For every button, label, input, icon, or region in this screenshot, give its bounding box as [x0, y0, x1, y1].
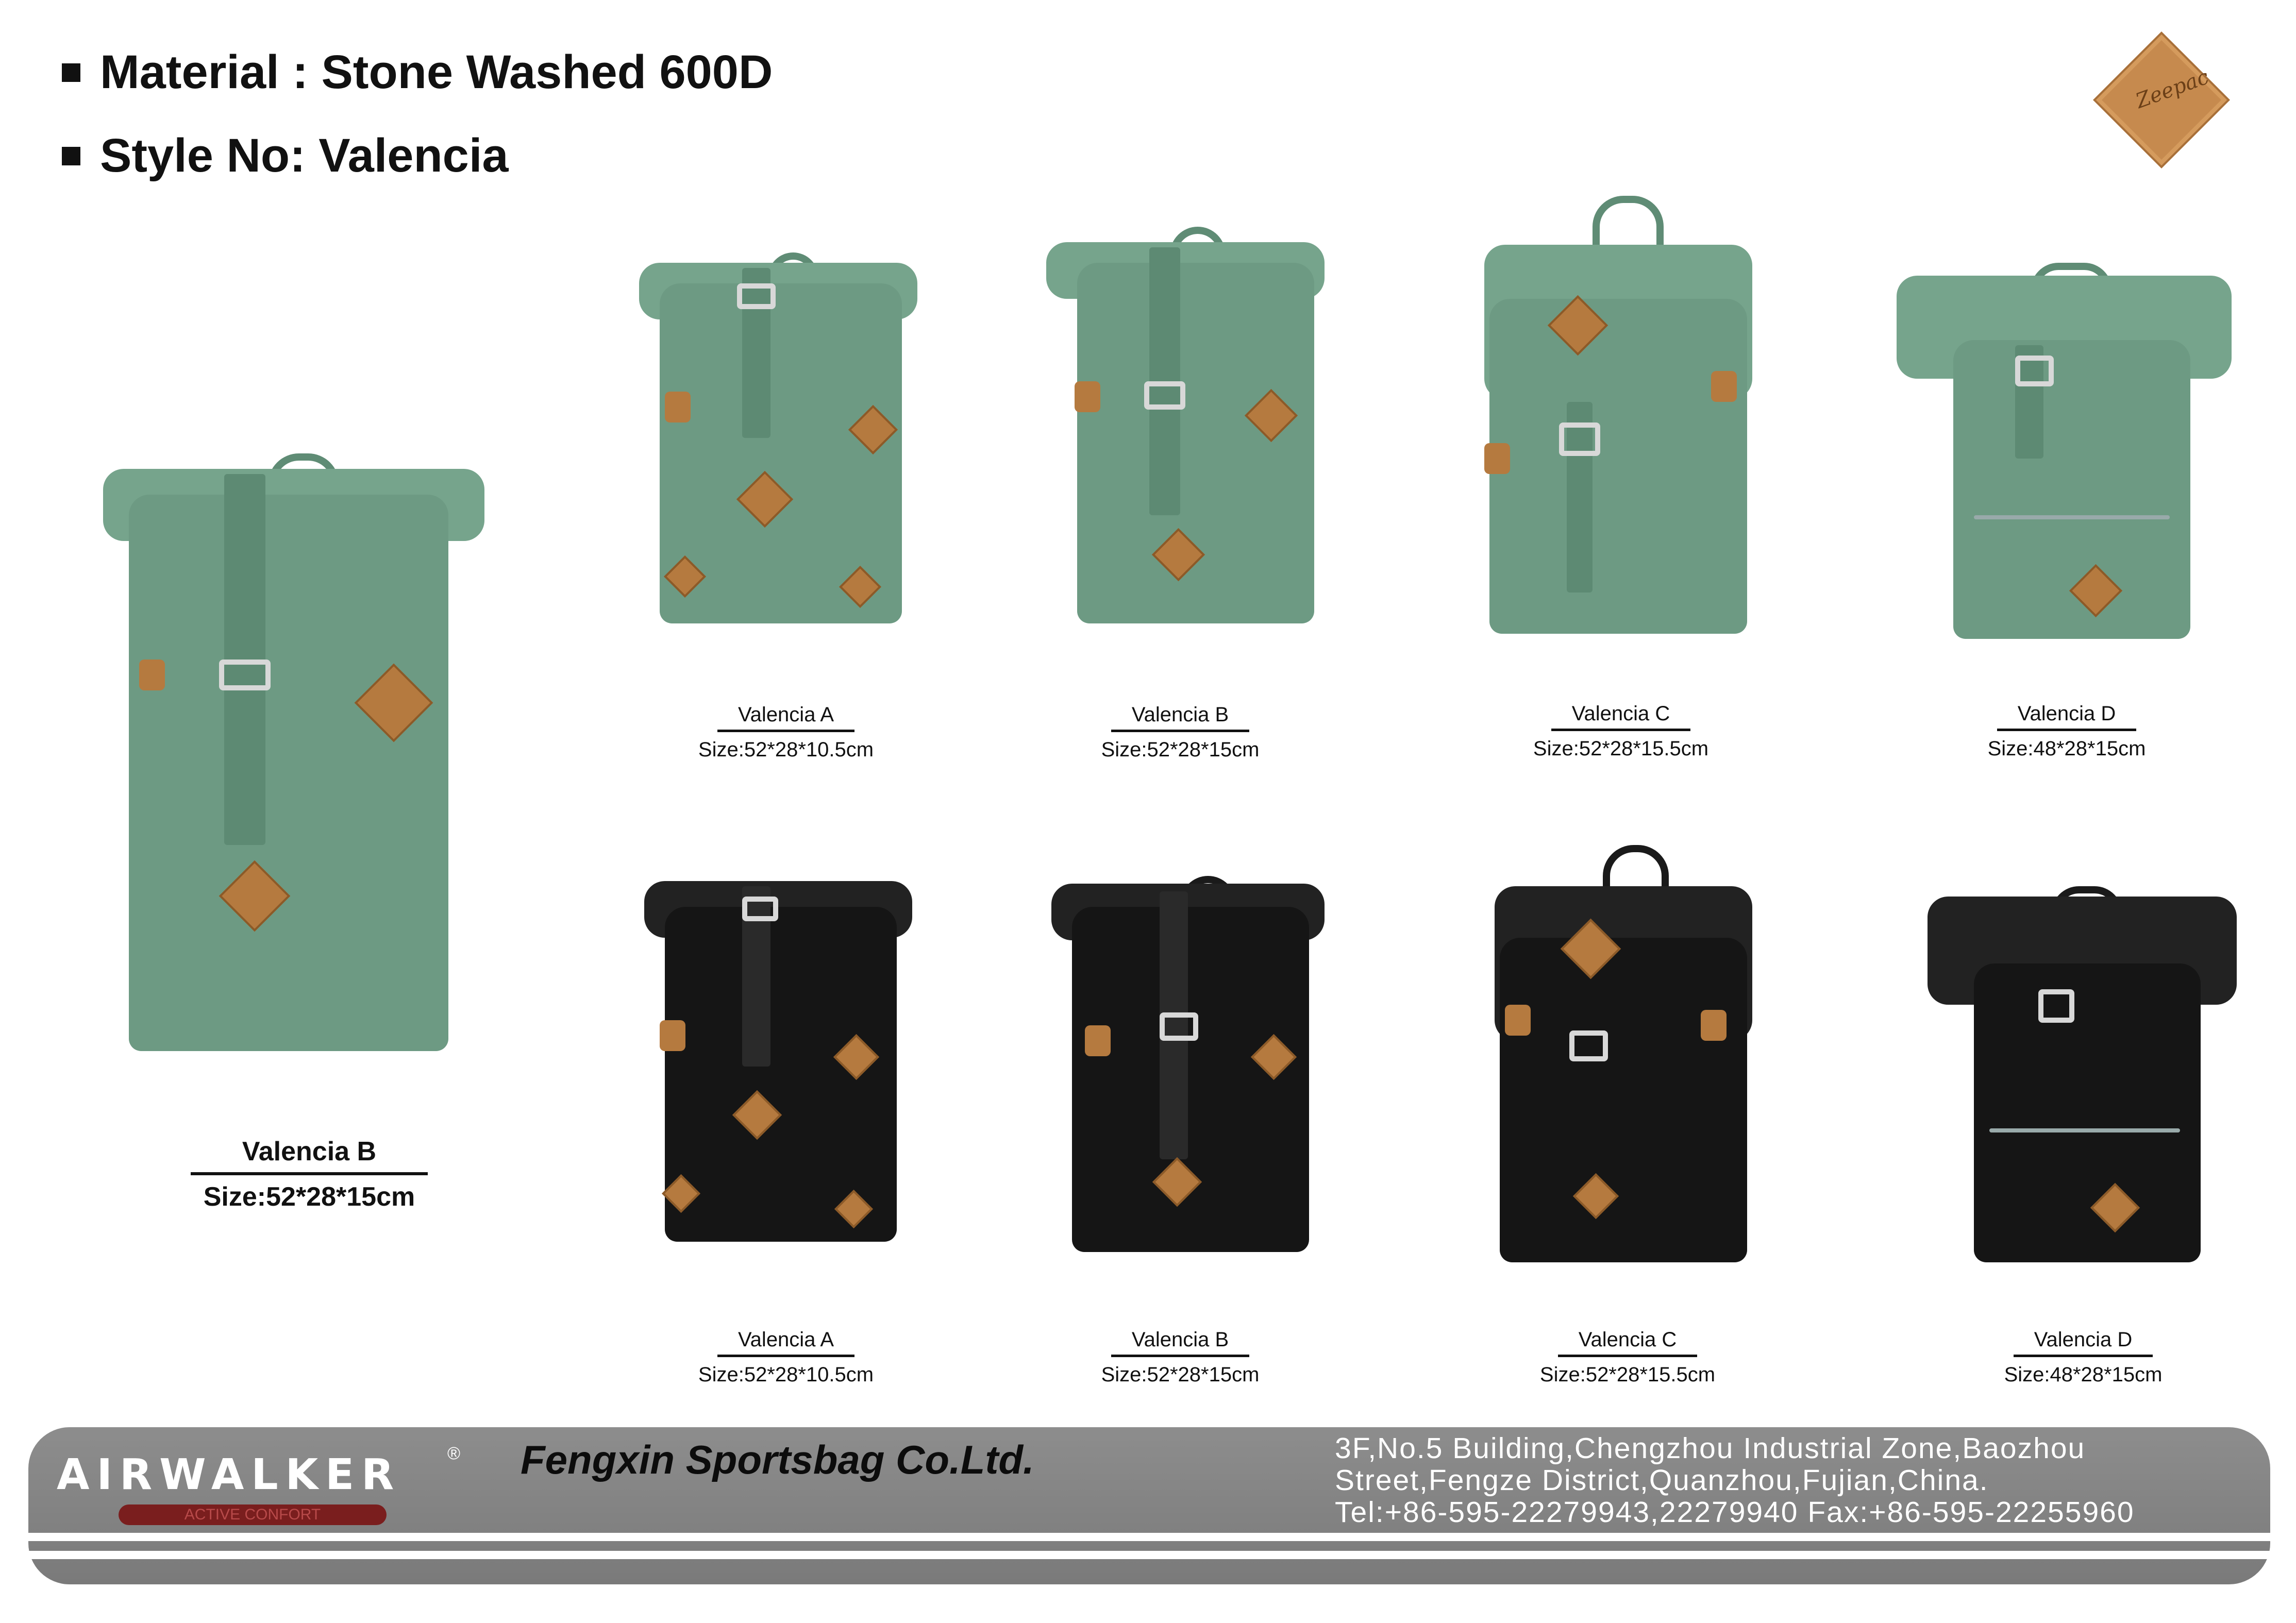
product-name: Valencia D: [2014, 1328, 2153, 1357]
valencia-a-black-image: [644, 876, 923, 1247]
address-line-2: Street,Fengze District,Quanzhou,Fujian,China.: [1335, 1464, 1989, 1497]
valencia-d-green-image: [1891, 263, 2242, 644]
featured-caption: [155, 1136, 464, 1212]
caption-top-a: [683, 703, 889, 762]
product-size: Size:52*28*10.5cm: [698, 738, 874, 761]
style-text: Style No: Valencia: [100, 129, 509, 182]
company-address: [1335, 1432, 2135, 1528]
company-name: Fengxin Sportsbag Co.Ltd.: [521, 1437, 1034, 1482]
product-name: Valencia D: [1997, 702, 2136, 731]
product-name: Valencia C: [1551, 702, 1690, 731]
featured-bag-image: [98, 453, 490, 1020]
valencia-c-black-image: [1479, 845, 1768, 1267]
product-size: Size:48*28*15cm: [2004, 1363, 2163, 1386]
product-name: Valencia A: [717, 703, 854, 732]
logo-tagline: ACTIVE CONFORT: [119, 1504, 387, 1525]
caption-bottom-a: [683, 1328, 889, 1387]
valencia-a-green-image: [639, 252, 928, 629]
caption-bottom-c: [1524, 1328, 1731, 1387]
caption-top-d: [1964, 702, 2170, 760]
caption-top-b: [1077, 703, 1283, 762]
product-name: Valencia A: [717, 1328, 854, 1357]
material-text: Material : Stone Washed 600D: [100, 46, 773, 98]
style-heading: [62, 129, 509, 183]
product-size: Size:52*28*15cm: [1101, 1363, 1260, 1386]
caption-bottom-b: [1077, 1328, 1283, 1387]
valencia-c-green-image: [1474, 196, 1763, 639]
caption-bottom-d: [1980, 1328, 2186, 1387]
product-size: Size:52*28*15.5cm: [1533, 737, 1709, 760]
footer-stripe: [28, 1533, 2270, 1541]
featured-size: Size:52*28*15cm: [203, 1182, 415, 1212]
product-size: Size:52*28*15cm: [1101, 738, 1260, 761]
caption-top-c: [1518, 702, 1724, 760]
valencia-d-black-image: [1922, 886, 2242, 1267]
product-size: Size:52*28*15.5cm: [1539, 1363, 1716, 1386]
material-heading: [62, 45, 773, 99]
product-size: Size:48*28*15cm: [1987, 737, 2146, 760]
bullet-square-icon: [62, 147, 80, 165]
airwalker-logo: AIRWALKER: [57, 1450, 401, 1499]
contact-line: Tel:+86-595-22279943,22279940 Fax:+86-595-22255960: [1335, 1496, 2135, 1529]
valencia-b-green-image: [1046, 227, 1335, 639]
address-line-1: 3F,No.5 Building,Chengzhou Industrial Zone,Baozhou: [1335, 1432, 2086, 1465]
product-name: Valencia C: [1558, 1328, 1697, 1357]
product-size: Size:52*28*10.5cm: [698, 1363, 874, 1386]
registered-mark: ®: [447, 1444, 461, 1463]
footer-stripe: [28, 1551, 2270, 1559]
product-name: Valencia B: [1111, 1328, 1249, 1357]
valencia-b-black-image: [1051, 876, 1340, 1257]
brand-stamp-text: Zeepac: [2133, 65, 2212, 113]
featured-name: Valencia B: [191, 1136, 428, 1175]
bullet-square-icon: [62, 63, 80, 82]
product-name: Valencia B: [1111, 703, 1249, 732]
